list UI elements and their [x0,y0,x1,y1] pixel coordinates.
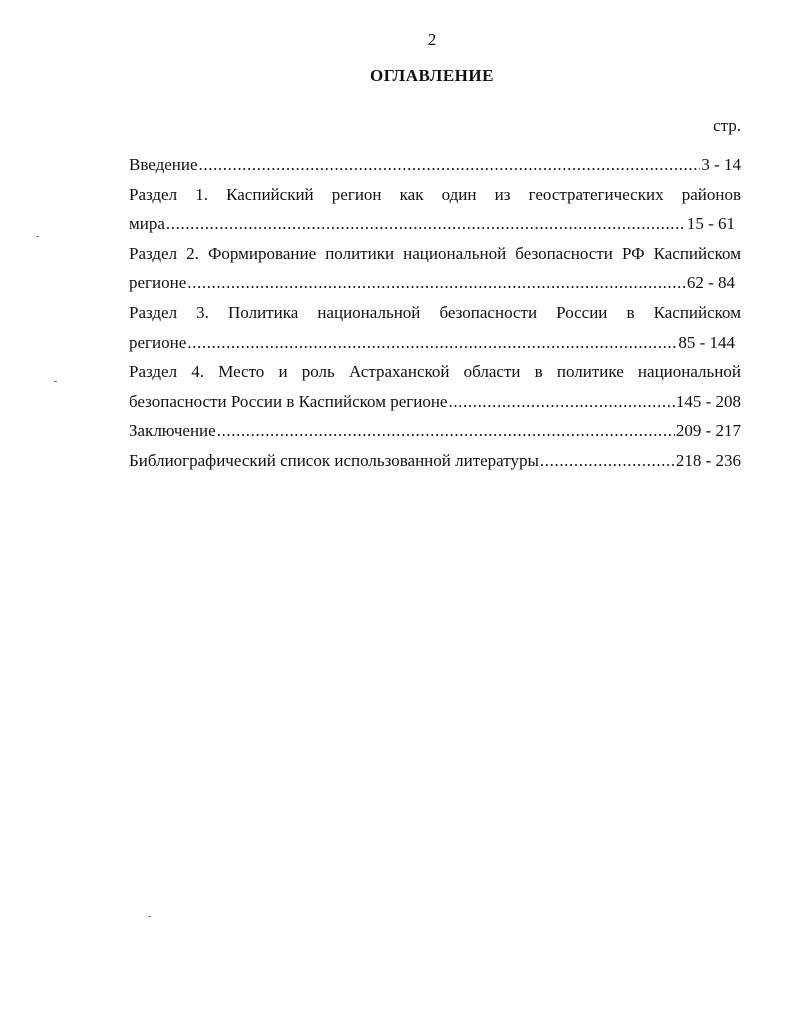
toc-line [129,268,741,298]
toc-entry-title: Заключение [129,421,216,441]
toc-entry-section-4 [129,357,741,416]
page-title: ОГЛАВЛЕНИЕ [370,66,494,85]
dot-leader [217,416,675,446]
toc-line [129,387,741,417]
toc-entry-pages: 145 - 208 [675,391,741,411]
toc-entry-title-line2: мира [129,214,165,234]
toc-entry-section-1 [129,180,741,239]
scan-speck [36,236,39,237]
toc-entry-section-2 [129,239,741,298]
toc-entry-intro [129,150,741,180]
toc-entry-title-line1: Раздел 4. Место и роль Астраханской области в политике национальной [129,362,741,382]
toc-line [129,446,741,476]
scan-speck [148,916,151,917]
dot-leader [166,209,686,239]
toc-entry-bibliography [129,446,741,476]
toc-entry-title-line2: регионе [129,273,187,293]
dot-leader [448,387,674,417]
toc-line [129,209,741,239]
dot-leader [187,268,686,298]
toc-entry-pages: 85 - 144 [678,332,735,352]
toc-entry-pages: 3 - 14 [701,155,741,174]
toc-entry-pages: 15 - 61 [686,214,735,234]
dot-leader [199,150,701,180]
dot-leader [187,328,677,358]
toc-line [129,416,741,446]
table-of-contents [129,150,741,476]
toc-entry-title-line2: регионе [129,332,187,352]
pages-column-label: стр. [713,116,741,135]
toc-entry-pages: 62 - 84 [686,273,735,293]
toc-entry-title: Библиографический список использованной литературы [129,450,539,470]
toc-entry-title-line1: Раздел 3. Политика национальной безопасности России в Каспийском [129,302,741,322]
toc-entry-section-3 [129,298,741,357]
toc-entry-title-line1: Раздел 1. Каспийский регион как один из геостратегических районов [129,184,741,204]
toc-line [129,150,741,180]
toc-entry-title-line1: Раздел 2. Формирование политики национальной безопасности РФ Каспийском [129,243,741,263]
toc-entry-pages: 209 - 217 [675,421,741,441]
toc-entry-conclusion [129,416,741,446]
toc-entry-title: Введение [129,155,198,174]
page-number: 2 [427,30,437,49]
toc-entry-pages: 218 - 236 [675,450,741,470]
toc-entry-title-line2: безопасности России в Каспийском регионе [129,391,448,411]
toc-line [129,328,741,358]
dot-leader [540,446,675,476]
scan-speck [54,381,57,382]
